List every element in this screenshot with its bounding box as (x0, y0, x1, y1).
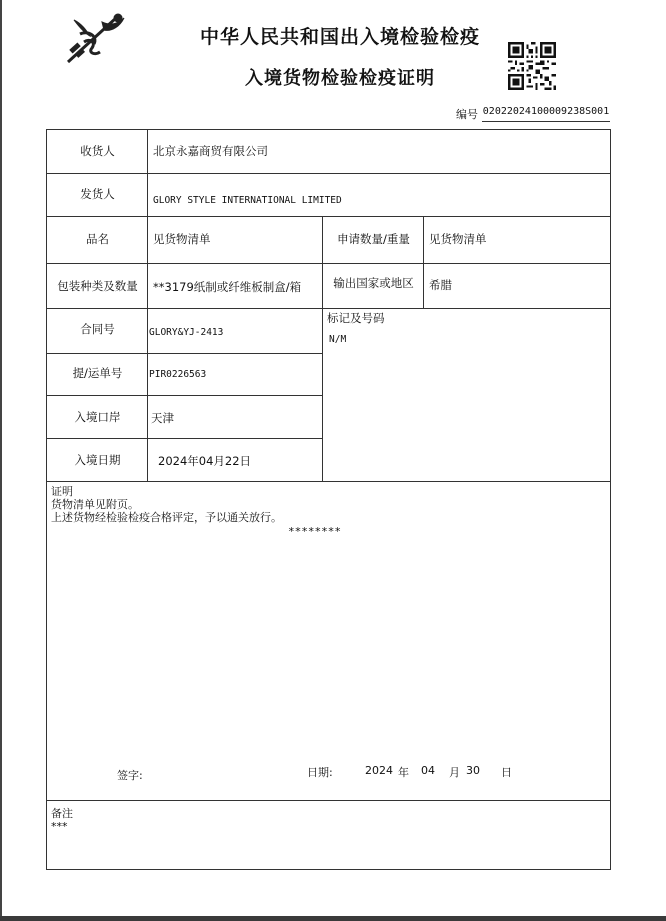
column-divider (423, 216, 424, 308)
row-divider (46, 216, 611, 217)
row-divider (46, 308, 611, 309)
row-divider (46, 800, 611, 801)
marks-value: N/M (329, 334, 347, 345)
origin-value: 希腊 (429, 278, 452, 292)
quantity-label: 申请数量/重量 (337, 232, 410, 246)
date-year-unit: 年 (398, 766, 409, 779)
marks-label: 标记及号码 (327, 311, 385, 325)
bill-of-lading-label: 提/运单号 (72, 366, 123, 380)
row-divider (46, 263, 611, 264)
date-day: 30 (466, 764, 480, 777)
column-divider (322, 216, 323, 481)
document-subtitle: 入境货物检验检疫证明 (245, 68, 435, 89)
row-divider (46, 173, 611, 174)
goods-label: 品名 (86, 232, 109, 246)
packing-value: **3179纸制或纤维板制盒/箱 (153, 280, 302, 294)
customs-emblem-icon (60, 12, 130, 68)
row-divider (46, 353, 323, 354)
consignor-label: 发货人 (80, 187, 115, 201)
entry-date-label: 入境日期 (74, 453, 121, 467)
remarks-value: *** (51, 820, 68, 833)
entry-port-value: 天津 (151, 411, 174, 425)
row-divider (46, 438, 323, 439)
serial-number: 02022024100009238S001 (482, 103, 610, 122)
entry-date-value: 2024年04月22日 (158, 454, 252, 468)
certificate-heading: 证明 (51, 485, 73, 498)
consignor-value: GLORY STYLE INTERNATIONAL LIMITED (153, 195, 342, 206)
column-divider (147, 129, 148, 481)
date-year: 2024 (365, 764, 393, 777)
date-month-unit: 月 (449, 766, 460, 779)
serial-label: 编号 (456, 108, 478, 121)
date-label: 日期: (307, 766, 333, 779)
contract-value: GLORY&YJ-2413 (149, 327, 224, 338)
certificate-section (51, 485, 282, 524)
certificate-line: 上述货物经检验检疫合格评定，予以通关放行。 (51, 511, 282, 524)
entry-port-label: 入境口岸 (74, 410, 121, 424)
row-divider (46, 481, 611, 482)
document-title: 中华人民共和国出入境检验检疫 (199, 26, 480, 48)
page-bottom-border (0, 916, 666, 921)
row-divider (46, 395, 323, 396)
packing-label: 包装种类及数量 (57, 279, 138, 293)
consignee-label: 收货人 (80, 144, 115, 158)
remarks-heading: 备注 (51, 807, 73, 820)
quantity-value: 见货物清单 (429, 232, 487, 246)
page-left-border (0, 0, 2, 921)
origin-label: 输出国家或地区 (333, 276, 414, 290)
date-month: 04 (421, 764, 435, 777)
remarks-section (51, 807, 73, 833)
goods-value: 见货物清单 (153, 232, 211, 246)
certificate-stars: ******** (288, 525, 341, 538)
consignee-value: 北京永嘉商贸有限公司 (153, 144, 268, 158)
contract-label: 合同号 (80, 322, 115, 336)
certificate-line: 货物清单见附页。 (51, 498, 139, 511)
date-day-unit: 日 (501, 766, 512, 779)
signature-label: 签字: (117, 769, 143, 782)
bill-of-lading-value: PIR0226563 (149, 369, 207, 380)
